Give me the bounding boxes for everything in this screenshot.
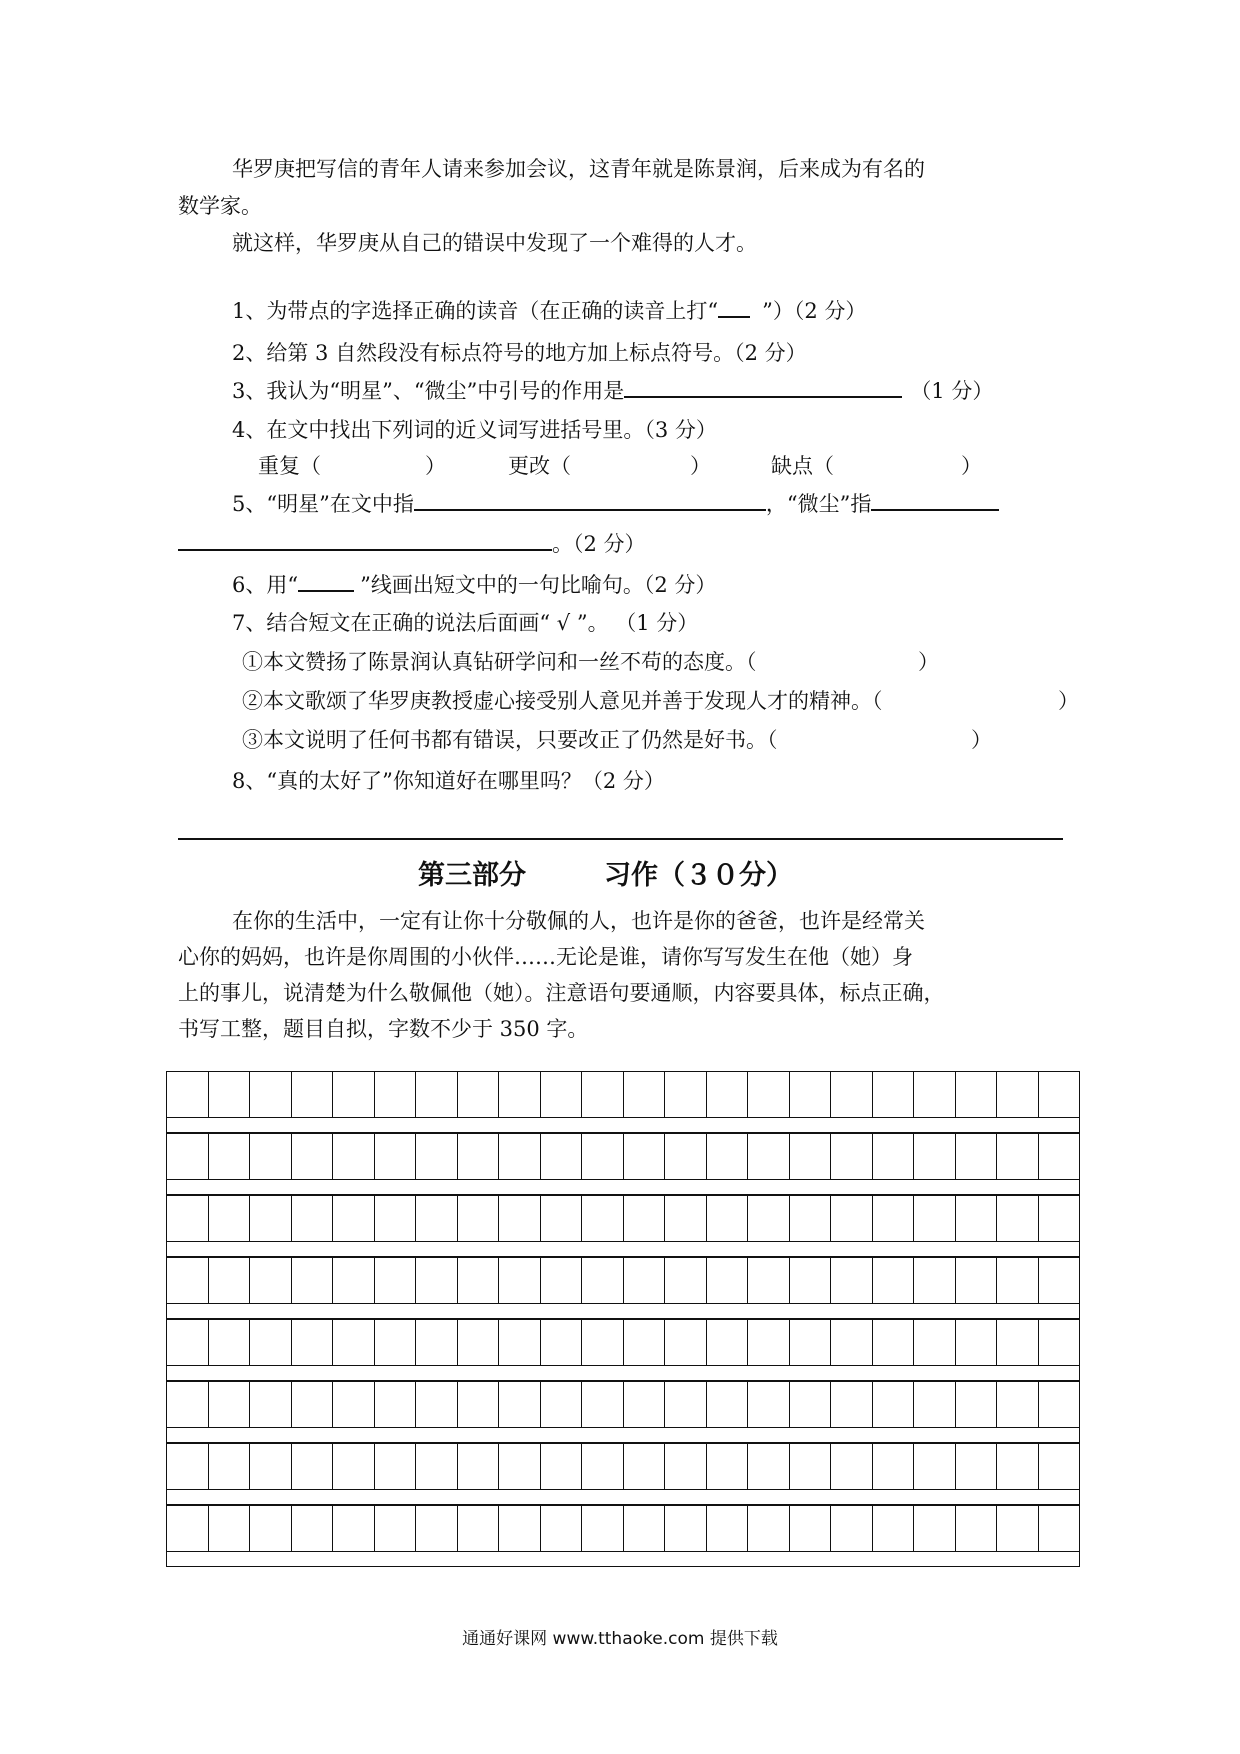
section-divider [178,838,1063,840]
grid-cell[interactable] [375,1382,417,1427]
grid-cell[interactable] [167,1506,209,1551]
grid-cell[interactable] [707,1382,749,1427]
grid-cell[interactable] [209,1134,251,1179]
grid-cell[interactable] [416,1072,458,1117]
grid-cell[interactable] [292,1196,334,1241]
grid-cell[interactable] [333,1258,375,1303]
grid-cell[interactable] [748,1444,790,1489]
grid-row-gap [166,1366,1080,1381]
grid-cell[interactable] [375,1506,417,1551]
grid-cell[interactable] [458,1258,500,1303]
grid-cell[interactable] [167,1196,209,1241]
grid-row-gap [166,1552,1080,1567]
grid-cell[interactable] [582,1258,624,1303]
answer-blank[interactable] [298,590,354,592]
section-title: 第三部分 [418,860,526,891]
grid-cell[interactable] [333,1320,375,1365]
grid-cell[interactable] [790,1258,832,1303]
question-5-score: 。（2 分） [552,532,646,556]
question-6-text: 6、用“ [232,573,299,597]
grid-cell[interactable] [914,1320,956,1365]
grid-cell[interactable] [665,1444,707,1489]
grid-cell[interactable] [167,1382,209,1427]
grid-cell[interactable] [541,1444,583,1489]
grid-cell[interactable] [790,1072,832,1117]
grid-cell[interactable] [707,1134,749,1179]
grid-cells [166,1071,1080,1118]
question-2: 2、给第 3 自然段没有标点符号的地方加上标点符号。（2 分） [232,341,807,365]
grid-cell[interactable] [707,1196,749,1241]
grid-cell[interactable] [873,1258,915,1303]
grid-cell[interactable] [209,1072,251,1117]
grid-cell[interactable] [997,1072,1039,1117]
grid-cell[interactable] [873,1444,915,1489]
grid-cell[interactable] [333,1196,375,1241]
grid-cell[interactable] [707,1072,749,1117]
grid-cell[interactable] [499,1134,541,1179]
grid-cell[interactable] [582,1196,624,1241]
grid-cell[interactable] [250,1320,292,1365]
grid-cell[interactable] [956,1258,998,1303]
grid-cell[interactable] [541,1196,583,1241]
grid-cell[interactable] [458,1382,500,1427]
grid-cell[interactable] [790,1196,832,1241]
grid-cell[interactable] [831,1258,873,1303]
grid-cell[interactable] [416,1506,458,1551]
grid-cell[interactable] [831,1382,873,1427]
grid-cell[interactable] [541,1382,583,1427]
grid-cell[interactable] [831,1134,873,1179]
grid-cell[interactable] [1039,1444,1080,1489]
grid-cell[interactable] [624,1258,666,1303]
passage-line: 华罗庚把写信的青年人请来参加会议，这青年就是陈景润，后来成为有名的 [232,157,925,181]
grid-cell[interactable] [707,1258,749,1303]
grid-cell[interactable] [541,1506,583,1551]
prompt-line: 书写工整，题目自拟，字数不少于 350 字。 [178,1017,589,1041]
grid-cell[interactable] [707,1444,749,1489]
grid-cell[interactable] [956,1444,998,1489]
grid-cell[interactable] [914,1444,956,1489]
grid-cells [166,1381,1080,1428]
grid-cell[interactable] [250,1072,292,1117]
grid-cell[interactable] [582,1320,624,1365]
grid-cell[interactable] [665,1258,707,1303]
passage-line: 数学家。 [178,194,262,218]
grid-cell[interactable] [499,1196,541,1241]
prompt-line: 心你的妈妈，也许是你周围的小伙伴……无论是谁，请你写写发生在他（她）身 [178,945,913,969]
grid-cell[interactable] [499,1258,541,1303]
grid-cell[interactable] [914,1382,956,1427]
grid-cell[interactable] [416,1444,458,1489]
grid-cell[interactable] [831,1506,873,1551]
grid-cell[interactable] [375,1196,417,1241]
grid-cell[interactable] [375,1320,417,1365]
grid-cell[interactable] [665,1196,707,1241]
grid-cell[interactable] [748,1382,790,1427]
grid-cells [166,1443,1080,1490]
grid-cell[interactable] [831,1444,873,1489]
grid-cell[interactable] [624,1072,666,1117]
grid-cell[interactable] [375,1258,417,1303]
question-5-text: ，“微尘”指 [765,492,872,516]
grid-cell[interactable] [250,1444,292,1489]
answer-blank[interactable] [178,549,552,551]
grid-row-gap [166,1242,1080,1257]
grid-cell[interactable] [873,1134,915,1179]
grid-cell[interactable] [831,1072,873,1117]
grid-cell[interactable] [873,1196,915,1241]
grid-cell[interactable] [209,1382,251,1427]
option-1-bracket[interactable]: ） [918,650,939,674]
grid-cell[interactable] [748,1196,790,1241]
grid-cell[interactable] [1039,1382,1080,1427]
grid-cell[interactable] [292,1258,334,1303]
grid-cell[interactable] [914,1506,956,1551]
grid-cell[interactable] [209,1320,251,1365]
grid-cell[interactable] [499,1320,541,1365]
grid-cell[interactable] [873,1506,915,1551]
synonym-item: 重复（ [258,454,321,478]
grid-cell[interactable] [375,1444,417,1489]
grid-cell[interactable] [997,1444,1039,1489]
question-1-text: 1、为带点的字选择正确的读音（在正确的读音上打“ [232,299,719,323]
grid-cell[interactable] [997,1506,1039,1551]
grid-cell[interactable] [624,1382,666,1427]
grid-cell[interactable] [499,1444,541,1489]
passage-line: 就这样，华罗庚从自己的错误中发现了一个难得的人才。 [232,231,757,255]
grid-cell[interactable] [541,1072,583,1117]
grid-cell[interactable] [582,1134,624,1179]
grid-cell[interactable] [748,1506,790,1551]
grid-cell[interactable] [665,1320,707,1365]
grid-cell[interactable] [250,1506,292,1551]
grid-row-gap [166,1428,1080,1443]
grid-cell[interactable] [624,1320,666,1365]
grid-cell[interactable] [416,1320,458,1365]
grid-cell[interactable] [1039,1258,1080,1303]
grid-cell[interactable] [956,1072,998,1117]
grid-cell[interactable] [1039,1506,1080,1551]
synonym-item: ） [690,454,711,478]
grid-cell[interactable] [292,1506,334,1551]
grid-cell[interactable] [665,1506,707,1551]
grid-cell[interactable] [416,1382,458,1427]
grid-cell[interactable] [209,1444,251,1489]
grid-cell[interactable] [624,1444,666,1489]
grid-cell[interactable] [748,1072,790,1117]
grid-cell[interactable] [458,1444,500,1489]
grid-cell[interactable] [831,1196,873,1241]
grid-cell[interactable] [997,1196,1039,1241]
grid-cell[interactable] [707,1320,749,1365]
grid-cell[interactable] [458,1196,500,1241]
grid-row-gap [166,1304,1080,1319]
grid-cell[interactable] [914,1134,956,1179]
question-5 [232,494,999,515]
grid-cell[interactable] [831,1320,873,1365]
question-5-text: 5、“明星”在文中指 [232,492,414,516]
grid-cell[interactable] [416,1196,458,1241]
grid-cell[interactable] [956,1506,998,1551]
footer-text: 通通好课网 www.tthaoke.com 提供下载 [462,1629,778,1649]
grid-cell[interactable] [333,1506,375,1551]
grid-cell[interactable] [209,1196,251,1241]
prompt-line: 上的事儿，说清楚为什么敬佩他（她）。注意语句要通顺，内容要具体，标点正确， [178,981,945,1005]
question-5-cont [178,534,646,555]
grid-cell[interactable] [333,1072,375,1117]
grid-cell[interactable] [541,1134,583,1179]
answer-blank[interactable] [718,316,750,318]
grid-row-gap [166,1118,1080,1133]
grid-cell[interactable] [665,1072,707,1117]
grid-cell[interactable] [748,1134,790,1179]
grid-cell[interactable] [209,1506,251,1551]
grid-cells [166,1319,1080,1366]
grid-cell[interactable] [333,1382,375,1427]
grid-cell[interactable] [416,1134,458,1179]
grid-cell[interactable] [748,1320,790,1365]
grid-cell[interactable] [167,1072,209,1117]
question-7: 7、结合短文在正确的说法后面画“ √ ”。 （1 分） [232,611,699,635]
synonym-item: ） [425,454,446,478]
option-2-bracket[interactable]: ） [1058,689,1079,713]
option-3-bracket[interactable]: ） [971,728,992,752]
synonym-item: ） [961,454,982,478]
grid-cell[interactable] [292,1444,334,1489]
question-8: 8、“真的太好了”你知道好在哪里吗？（2 分） [232,769,665,793]
grid-cell[interactable] [624,1134,666,1179]
question-4: 4、在文中找出下列词的近义词写进括号里。（3 分） [232,418,717,442]
grid-cell[interactable] [167,1444,209,1489]
grid-cells [166,1195,1080,1242]
grid-cell[interactable] [458,1506,500,1551]
grid-cell[interactable] [167,1258,209,1303]
grid-cells [166,1133,1080,1180]
grid-cell[interactable] [914,1072,956,1117]
grid-cell[interactable] [790,1444,832,1489]
grid-cell[interactable] [292,1382,334,1427]
grid-cell[interactable] [333,1134,375,1179]
grid-cell[interactable] [541,1258,583,1303]
grid-cell[interactable] [582,1444,624,1489]
grid-cells [166,1257,1080,1304]
writing-grid[interactable] [166,1071,1080,1575]
question-3 [232,381,993,402]
grid-row-gap [166,1490,1080,1505]
question-6-text: ”线画出短文中的一句比喻句。（2 分） [360,573,717,597]
question-1 [232,301,866,322]
answer-blank[interactable] [624,396,902,398]
grid-cell[interactable] [1039,1072,1080,1117]
grid-cell[interactable] [209,1258,251,1303]
grid-cell[interactable] [292,1072,334,1117]
grid-row-gap [166,1180,1080,1195]
grid-cell[interactable] [790,1382,832,1427]
grid-cell[interactable] [790,1134,832,1179]
grid-cell[interactable] [956,1382,998,1427]
grid-cell[interactable] [1039,1320,1080,1365]
grid-cell[interactable] [956,1320,998,1365]
answer-blank[interactable] [871,509,999,511]
option-2: ②本文歌颂了华罗庚教授虚心接受别人意见并善于发现人才的精神。（ [242,689,883,713]
grid-cell[interactable] [458,1320,500,1365]
grid-cell[interactable] [167,1134,209,1179]
grid-cell[interactable] [582,1506,624,1551]
grid-cell[interactable] [250,1258,292,1303]
grid-cell[interactable] [499,1506,541,1551]
grid-cell[interactable] [375,1134,417,1179]
grid-cell[interactable] [333,1444,375,1489]
question-1-score: ”）（2 分） [762,299,867,323]
option-3: ③本文说明了任何书都有错误，只要改正了仍然是好书。（ [242,728,778,752]
grid-cell[interactable] [997,1134,1039,1179]
grid-cell[interactable] [665,1134,707,1179]
grid-cell[interactable] [375,1072,417,1117]
grid-cell[interactable] [956,1134,998,1179]
grid-cell[interactable] [873,1382,915,1427]
synonym-item: 更改（ [508,454,571,478]
grid-cell[interactable] [167,1320,209,1365]
section-title-sub: 习作（３０分） [604,860,793,891]
grid-cell[interactable] [873,1320,915,1365]
prompt-line: 在你的生活中，一定有让你十分敬佩的人，也许是你的爸爸，也许是经常关 [232,909,925,933]
question-6 [232,575,716,596]
grid-cell[interactable] [458,1134,500,1179]
grid-cell[interactable] [458,1072,500,1117]
grid-cells [166,1505,1080,1552]
grid-cell[interactable] [914,1258,956,1303]
grid-cell[interactable] [790,1320,832,1365]
grid-cell[interactable] [250,1382,292,1427]
grid-cell[interactable] [250,1134,292,1179]
grid-cell[interactable] [292,1320,334,1365]
grid-cell[interactable] [250,1196,292,1241]
option-1: ①本文赞扬了陈景润认真钻研学问和一丝不苟的态度。（ [242,650,757,674]
grid-cell[interactable] [582,1382,624,1427]
grid-cell[interactable] [1039,1134,1080,1179]
grid-cell[interactable] [541,1320,583,1365]
grid-cell[interactable] [1039,1196,1080,1241]
synonym-item: 缺点（ [771,454,834,478]
question-3-score: （1 分） [910,379,994,403]
grid-cell[interactable] [499,1382,541,1427]
grid-cell[interactable] [956,1196,998,1241]
grid-cell[interactable] [707,1506,749,1551]
grid-cell[interactable] [748,1258,790,1303]
grid-cell[interactable] [292,1134,334,1179]
grid-cell[interactable] [665,1382,707,1427]
grid-cell[interactable] [582,1072,624,1117]
grid-cell[interactable] [914,1196,956,1241]
question-3-text: 3、我认为“明星”、“微尘”中引号的作用是 [232,379,625,403]
grid-cell[interactable] [997,1258,1039,1303]
grid-cell[interactable] [997,1320,1039,1365]
grid-cell[interactable] [416,1258,458,1303]
grid-cell[interactable] [873,1072,915,1117]
grid-cell[interactable] [624,1196,666,1241]
grid-cell[interactable] [624,1506,666,1551]
grid-cell[interactable] [997,1382,1039,1427]
grid-cell[interactable] [499,1072,541,1117]
grid-cell[interactable] [790,1506,832,1551]
answer-blank[interactable] [414,509,766,511]
